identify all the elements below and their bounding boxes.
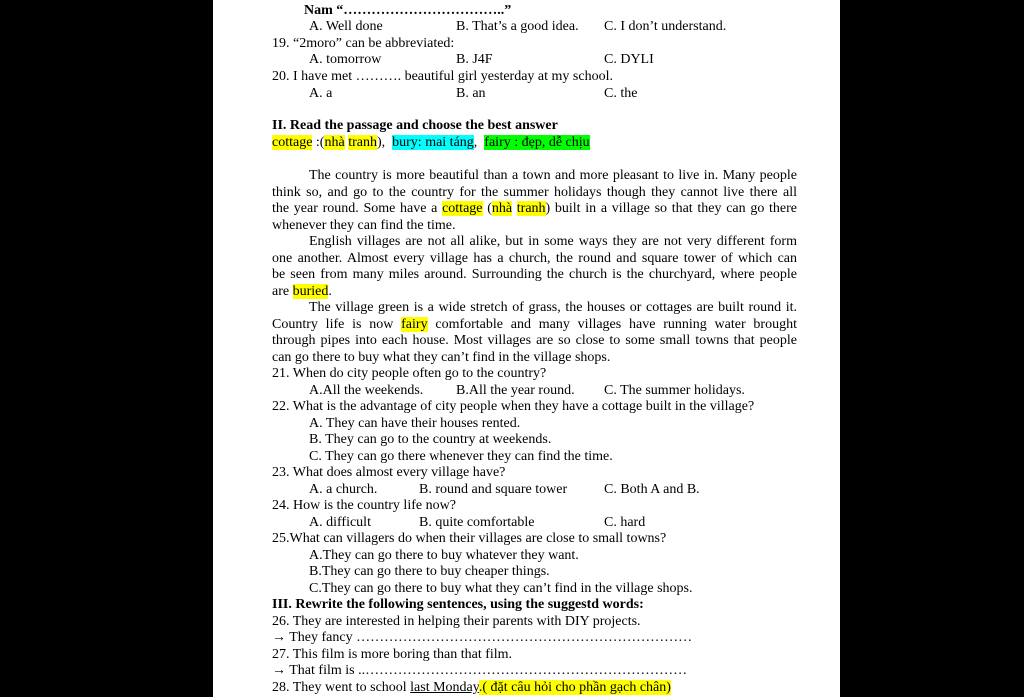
q20-option-c: C. the [604,86,638,101]
p2-l4-a: are [272,284,293,299]
document-page [213,0,840,697]
q22-option-a: A. They can have their houses rented. [309,416,521,431]
p1-l3-b: ( [482,201,492,216]
passage-p2-line1: English villages are not all alike, but in some ways they are not very different form [309,234,797,249]
q19-option-b: B. J4F [456,52,493,67]
q18-prompt-end: Nam “……………………………..” [304,3,512,18]
q28-prompt-a: 28. They went to school [272,680,411,695]
p2-l4-b: . [328,284,332,299]
glossary-fairy: fairy : đẹp, dễ chịu [484,135,590,150]
q23-prompt: 23. What does almost every village have? [272,465,506,480]
passage-tranh: tranh [516,201,546,216]
q25-prompt: 25.What can villagers do when their villages are close to small towns? [272,531,667,546]
q28-note: ( đặt câu hỏi cho phần gạch chân) [482,680,671,695]
passage-p3-line1: The village green is a wide stretch of grass, the houses or cottages are built round it. [309,300,797,315]
glossary-bury: bury: mai táng [392,135,474,150]
q22-prompt: 22. What is the advantage of city people when they have a cottage built in the village? [272,399,755,414]
q23-option-a: A. a church. [309,482,378,497]
q28-note-wrap [479,680,671,695]
q24-option-c: C. hard [604,515,646,530]
q27-prompt: 27. This film is more boring than that film. [272,647,513,662]
glossary-comma: , [473,135,478,150]
passage-p1-line2: think so, and go to the country for the summer holidays though they cannot live there all [272,185,797,200]
q22-option-c: C. They can go there whenever they can find the time. [309,449,613,464]
passage-buried: buried [292,284,329,299]
passage-p1-line1: The country is more beautiful than a town and more pleasant to live in. Many people [309,168,797,183]
q28-prompt [272,680,671,696]
p1-l3-c: ) built in a village so that they can go there [545,201,798,216]
passage-p1-line4: whenever they can find the time. [272,218,456,233]
q19-prompt: 19. “2moro” can be abbreviated: [272,36,455,51]
q18-option-c: C. I don’t understand. [604,19,727,34]
passage-nha: nhà [491,201,513,216]
passage-fairy: fairy [401,317,428,332]
passage-p3-line3: through pipes into each house. Most villages are so close to some small towns that people [272,333,797,348]
q28-period: . [478,680,483,695]
glossary-cottage: cottage [272,135,313,150]
q26-answer-line: → They fancy ……………………………………………………………… [272,630,693,645]
passage-p2-line2: one another. Almost every village has a church, the round and square tower of which can [272,251,797,266]
q23-option-b: B. round and square tower [419,482,568,497]
q25-option-c: C.They can go there to buy what they can’t find in the village shops. [309,581,693,596]
glossary-sep: :( [312,135,325,150]
q20-option-a: A. a [309,86,333,101]
q21-option-b: B.All the year round. [456,383,575,398]
q18-option-a: A. Well done [309,19,383,34]
passage-p2-line4 [272,284,332,300]
q19-option-c: C. DYLI [604,52,654,67]
q21-prompt: 21. When do city people often go to the country? [272,366,547,381]
passage-cottage: cottage [442,201,483,216]
q20-prompt: 20. I have met ………. beautiful girl yesterday at my school. [272,69,613,84]
q24-option-b: B. quite comfortable [419,515,535,530]
q21-option-c: C. The summer holidays. [604,383,745,398]
passage-p3-line2 [272,317,797,333]
glossary-close: ), [376,135,386,150]
p3-l2-b: comfortable and many villages have running water brought [427,317,797,332]
q28-underlined: last Monday [410,680,479,695]
q24-prompt: 24. How is the country life now? [272,498,456,513]
q18-option-b: B. That’s a good idea. [456,19,579,34]
q26-prompt: 26. They are interested in helping their parents with DIY projects. [272,614,641,629]
passage-p3-line4: can go there to buy what they can’t find in the village shops. [272,350,611,365]
q25-option-b: B.They can go there to buy cheaper things. [309,564,550,579]
glossary-tranh: tranh [348,135,377,150]
passage-p1-line3 [272,201,797,217]
p3-l2-a: Country life is now [272,317,402,332]
section2-heading: II. Read the passage and choose the best answer [272,118,558,133]
glossary-line [272,135,590,151]
section3-heading: III. Rewrite the following sentences, using the suggestd words: [272,597,644,612]
p1-l3-a: the year round. Some have a [272,201,443,216]
glossary-nha: nhà [324,135,345,150]
passage-p2-line3: be seen from many miles around. Surrounding the church is the churchyard, where people [272,267,797,282]
q25-option-a: A.They can go there to buy whatever they want. [309,548,579,563]
q24-option-a: A. difficult [309,515,371,530]
q23-option-c: C. Both A and B. [604,482,700,497]
q27-answer-line: → That film is ..…………………………………………………………… [272,663,688,678]
q20-option-b: B. an [456,86,486,101]
q21-option-a: A.All the weekends. [309,383,424,398]
q22-option-b: B. They can go to the country at weekends. [309,432,552,447]
q19-option-a: A. tomorrow [309,52,382,67]
